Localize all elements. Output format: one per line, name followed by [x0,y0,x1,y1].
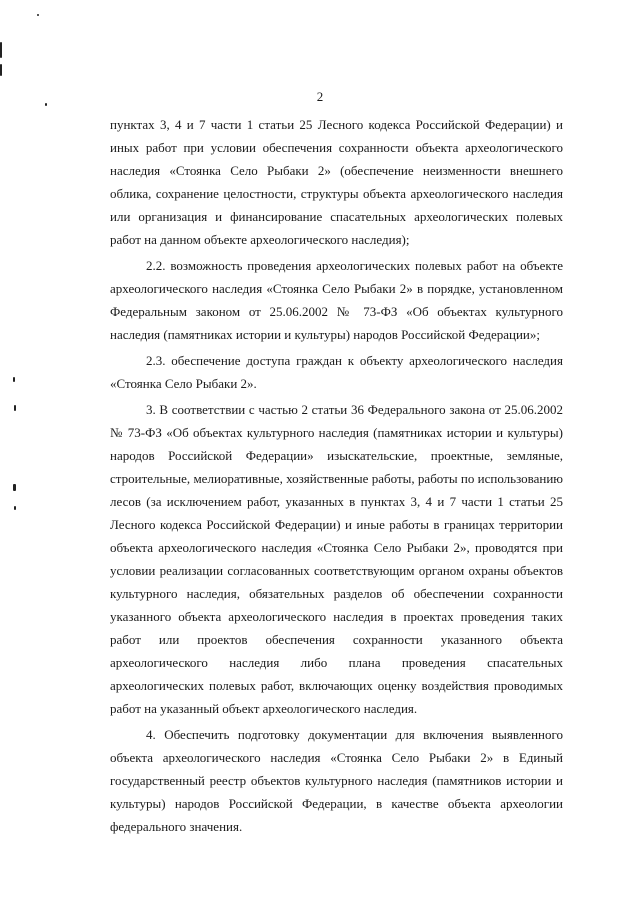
scan-mark [37,14,39,16]
document-body [110,113,563,838]
scan-mark [13,377,15,382]
scan-mark [0,42,2,58]
scan-mark [14,506,16,510]
paragraph-continuation: пунктах 3, 4 и 7 части 1 статьи 25 Лесного кодекса Российской Федерации) и иных работ при условии обеспечения сохранности объекта археологического наследия «Стоянка Село Рыбаки 2» (обеспечение неизменности внешнего облика, сохранение целостности, структуры объекта археологического наследия или организация и финансирование спасательных археологических полевых работ на данном объекте археологического наследия); [110,117,563,247]
paragraph-2-2: 2.2. возможность проведения археологических полевых работ на объекте археологического наследия «Стоянка Село Рыбаки 2» в порядке, установленном Федеральным законом от 25.06.2002 № 73-ФЗ «Об объектах культурного наследия (памятниках истории и культуры) народов Российской Федерации»; [110,258,563,342]
paragraph-3: 3. В соответствии с частью 2 статьи 36 Федерального закона от 25.06.2002 № 73-ФЗ «Об объектах культурного наследия (памятниках истории и культуры) народов Российской Федерации» изыскательские, проектные, земляные, строительные, мелиоративные, хозяйственные работы, работы по использованию лесов (за исключением работ, указанных в пунктах 3, 4 и 7 части 1 статьи 25 Лесного кодекса Российской Федерации) и иные работы в границах территории объекта археологического наследия «Стоянка Село Рыбаки 2», проводятся при условии реализации согласованных соответствующим органом охраны объектов культурного наследия, обязательных разделов об обеспечении сохранности указанного объекта археологического наследия в проектах проведения таких работ или проектов обеспечения сохранности указанного объекта археологического наследия либо плана проведения спасательных археологических полевых работ, включающих оценку воздействия проводимых работ на указанный объект археологического наследия. [110,402,563,716]
scan-mark [14,405,16,411]
scan-mark [13,484,16,491]
page-number: 2 [316,89,324,104]
paragraph-2-3: 2.3. обеспечение доступа граждан к объекту археологического наследия «Стоянка Село Рыбаки 2». [110,353,563,391]
scan-mark [0,64,2,76]
paragraph-4: 4. Обеспечить подготовку документации для включения выявленного объекта археологического наследия «Стоянка Село Рыбаки 2» в Единый государственный реестр объектов культурного наследия (памятников истории и культуры) народов Российской Федерации, в качестве объекта археологии федерального значения. [110,727,563,834]
